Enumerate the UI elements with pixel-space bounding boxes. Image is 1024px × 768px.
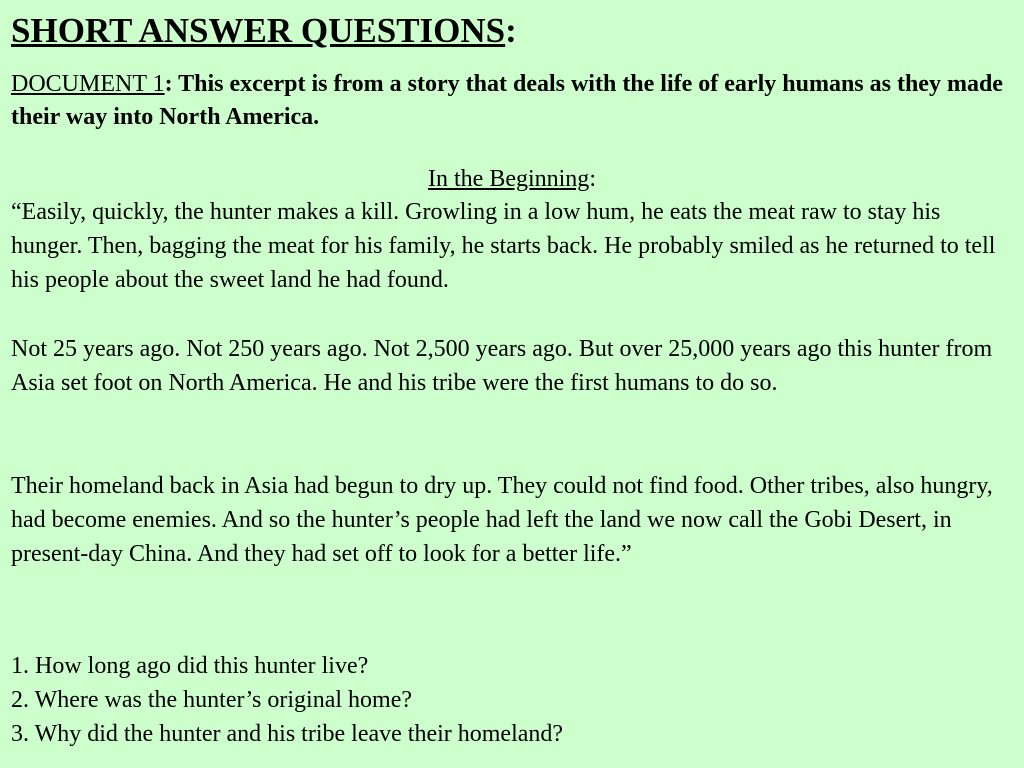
page-title-colon: : xyxy=(505,11,517,50)
page-title-text: SHORT ANSWER QUESTIONS xyxy=(11,11,506,50)
page-title xyxy=(11,8,517,54)
question-item-3: 3. Why did the hunter and his tribe leave their homeland? xyxy=(11,721,564,747)
document-label: DOCUMENT 1 xyxy=(11,71,165,97)
story-heading-colon: : xyxy=(589,166,596,192)
question-item-1: 1. How long ago did this hunter live? xyxy=(11,653,369,679)
document-intro xyxy=(11,68,1011,134)
question-list xyxy=(11,649,1013,751)
story-paragraph-3: Their homeland back in Asia had begun to dry up. They could not find food. Other tribes, also hungry, had become enemies. And so the hunter’s people had left the land we now call the Gobi Desert, in present-day China. And they had set off to look for a better life.” xyxy=(11,473,993,567)
slide xyxy=(11,0,1013,768)
story-paragraph-2: Not 25 years ago. Not 250 years ago. Not 2,500 years ago. But over 25,000 years ago this hunter from Asia set foot on North America. He and his tribe were the first humans to do so. xyxy=(11,336,993,396)
question-item-2: 2. Where was the hunter’s original home? xyxy=(11,687,412,713)
document-label-colon: : xyxy=(164,71,173,97)
story-heading-text: In the Beginning xyxy=(428,166,590,192)
document-description: This excerpt is from a story that deals with the life of early humans as they made their way into North America. xyxy=(11,71,1003,130)
story-heading xyxy=(11,162,1013,196)
story-paragraph-1: “Easily, quickly, the hunter makes a kill. Growling in a low hum, he eats the meat raw to stay his hunger. Then, bagging the meat for his family, he starts back. He probably smiled as he returned to tell his people about the sweet land he had found. xyxy=(11,199,996,293)
